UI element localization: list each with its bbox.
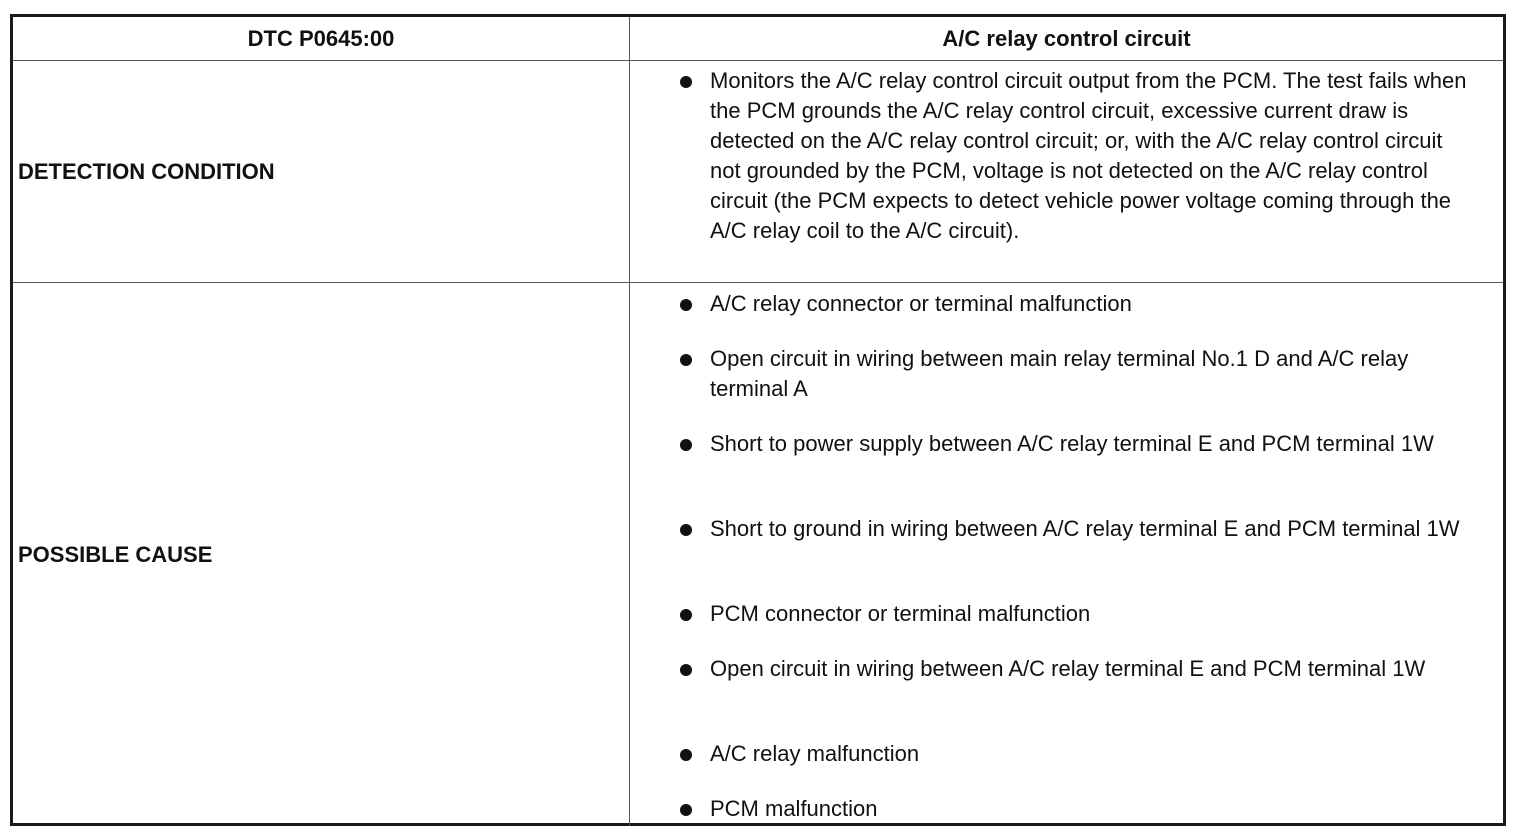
cause-text: A/C relay malfunction — [710, 741, 920, 766]
detection-condition-label: DETECTION CONDITION — [18, 158, 275, 184]
dtc-table — [10, 14, 1506, 826]
bullet-icon — [680, 439, 692, 451]
possible-cause-row — [13, 283, 1503, 826]
bullet-icon — [680, 804, 692, 816]
detection-condition-content — [630, 61, 1503, 282]
bullet-icon — [680, 76, 692, 88]
cause-text: PCM connector or terminal malfunction — [710, 601, 1091, 626]
cause-text: Short to ground in wiring between A/C relay terminal E and PCM terminal 1W — [710, 516, 1460, 541]
bullet-icon — [680, 299, 692, 311]
detection-text: Monitors the A/C relay control circuit output from the PCM. The test fails when the PCM grounds the A/C relay control circuit, excessive current draw is detected on the A/C relay control circuit; or, with the A/C relay control circuit not grounded by the PCM, voltage is not detected on the A/C relay control circuit (the PCM expects to detect vehicle power voltage coming through the A/C relay coil to the A/C circuit). — [710, 68, 1467, 243]
column-divider — [629, 283, 630, 826]
bullet-icon — [680, 354, 692, 366]
cause-text: PCM malfunction — [710, 796, 878, 821]
table-header-row — [13, 17, 1503, 61]
detection-condition-row — [13, 61, 1503, 283]
dtc-title-header: A/C relay control circuit — [942, 26, 1191, 51]
column-divider — [629, 17, 630, 60]
cause-text: Open circuit in wiring between A/C relay terminal E and PCM terminal 1W — [710, 656, 1426, 681]
bullet-icon — [680, 749, 692, 761]
bullet-icon — [680, 609, 692, 621]
cause-text: Short to power supply between A/C relay terminal E and PCM terminal 1W — [710, 431, 1434, 456]
column-divider — [629, 61, 630, 282]
bullet-icon — [680, 524, 692, 536]
dtc-code-header: DTC P0645:00 — [247, 26, 395, 51]
cause-text: A/C relay connector or terminal malfunction — [710, 291, 1132, 316]
possible-cause-label: POSSIBLE CAUSE — [18, 541, 213, 567]
possible-cause-content — [630, 283, 1503, 826]
bullet-icon — [680, 664, 692, 676]
cause-text: Open circuit in wiring between main relay terminal No.1 D and A/C relay terminal A — [710, 346, 1409, 401]
